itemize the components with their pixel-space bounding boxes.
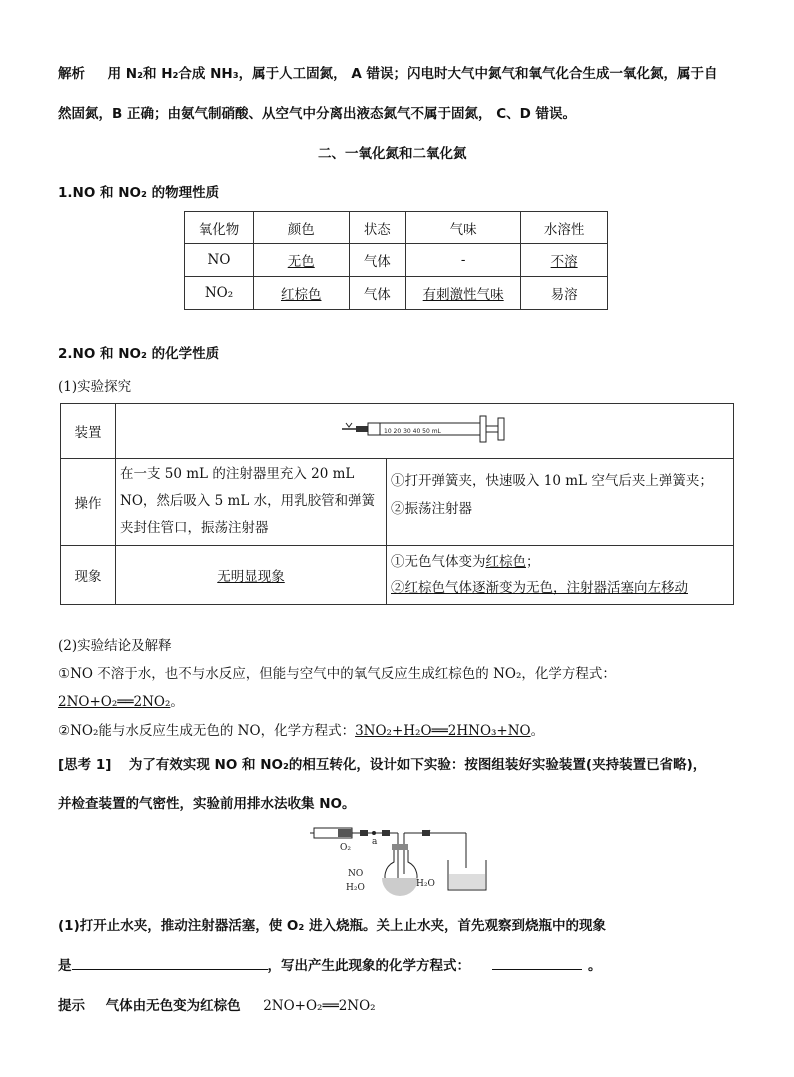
think-label: [思考 1] <box>58 757 112 773</box>
syringe-scale: 10 20 30 40 50 mL <box>383 428 441 435</box>
h2o-flask-label: H₂O <box>346 883 365 893</box>
syringe-diagram <box>340 412 510 446</box>
think-line1 <box>58 753 706 773</box>
conclusion-line3 <box>58 719 544 739</box>
answer-blank-2[interactable] <box>492 955 582 970</box>
analysis-line2: 然固氮，B 正确；由氨气制硝酸、从空气中分离出液态氮气不属于固氮， C、D 错误。 <box>58 106 577 122</box>
phenomenon-1 <box>391 549 729 575</box>
cell-state: 气体 <box>349 244 406 277</box>
operation-right <box>387 459 734 546</box>
table-row <box>185 244 608 277</box>
phenomenon-2: ②红棕色气体逐渐变为无色，注射器活塞向左移动 <box>391 580 688 596</box>
label-operation: 操作 <box>61 459 116 546</box>
physical-heading: 1.NO 和 NO₂ 的物理性质 <box>58 185 220 201</box>
conclusion-heading: (2)实验结论及解释 <box>58 638 172 654</box>
cell-solubility: 不溶 <box>521 244 608 277</box>
phenomenon-left: 无明显现象 <box>116 546 387 605</box>
operation-step-1: ①打开弹簧夹，快速吸入 10 mL 空气后夹上弹簧夹； <box>391 473 713 489</box>
analysis-label: 解析 <box>58 66 85 82</box>
phenomenon-1-end: ； <box>526 554 540 570</box>
th-state: 状态 <box>349 212 406 244</box>
analysis-line1 <box>58 62 717 82</box>
h2o-beaker-label: H₂O <box>416 879 435 889</box>
analysis-text-1: 用 N₂和 H₂合成 NH₃，属于人工固氮， A 错误；闪电时大气中氮气和氧气化合生成一氧化氮，属于自 <box>107 66 718 82</box>
equation-2-end: 。 <box>530 723 545 739</box>
apparatus-figure <box>310 822 500 900</box>
think-text-1: 为了有效实现 NO 和 NO₂的相互转化，设计如下实验：按图组装好实验装置(夹持装置已省略)， <box>128 757 707 773</box>
operation-row <box>61 459 734 546</box>
apparatus-row <box>61 404 734 459</box>
conclusion-line3-text: ②NO₂能与水反应生成无色的 NO，化学方程式： <box>58 723 356 739</box>
apparatus-cell <box>116 404 734 459</box>
label-phenomenon: 现象 <box>61 546 116 605</box>
conclusion-eq1-line <box>58 690 184 710</box>
cell-solubility: 易溶 <box>521 277 608 310</box>
answer-blank-1[interactable] <box>72 955 268 970</box>
chemical-heading: 2.NO 和 NO₂ 的化学性质 <box>58 346 220 362</box>
question-line2-end: 。 <box>588 958 602 974</box>
cell-state: 气体 <box>349 277 406 310</box>
conclusion-line1: ①NO 不溶于水，也不与水反应，但能与空气中的氧气反应生成红棕色的 NO₂，化学方程式： <box>58 666 616 682</box>
cell-oxide: NO₂ <box>185 277 254 310</box>
hint-label: 提示 <box>58 998 85 1014</box>
question-line2-start: 是 <box>58 958 72 974</box>
cell-odor: - <box>406 244 521 277</box>
phenomenon-1-answer: 红棕色 <box>485 554 526 570</box>
th-solubility: 水溶性 <box>521 212 608 244</box>
cell-color: 无色 <box>253 244 349 277</box>
phenomenon-row <box>61 546 734 605</box>
equation-1-end: 。 <box>170 694 184 710</box>
equation-2: 3NO₂+H₂O══2HNO₃+NO <box>355 723 531 739</box>
th-oxide: 氧化物 <box>185 212 254 244</box>
valve-a-label: a <box>372 837 378 847</box>
cell-oxide: NO <box>185 244 254 277</box>
table-header-row <box>185 212 608 244</box>
phenomenon-right <box>387 546 734 605</box>
th-color: 颜色 <box>253 212 349 244</box>
cell-odor: 有刺激性气味 <box>406 277 521 310</box>
th-odor: 气味 <box>406 212 521 244</box>
question-line1: (1)打开止水夹，推动注射器活塞，使 O₂ 进入烧瓶。关上止水夹，首先观察到烧瓶中的现象 <box>58 918 607 934</box>
question-line2-mid: ，写出产生此现象的化学方程式： <box>267 958 470 974</box>
physical-table <box>184 211 608 310</box>
experiment-subheading: (1)实验探究 <box>58 379 132 395</box>
o2-label: O₂ <box>340 843 351 853</box>
question-line2 <box>58 954 602 974</box>
operation-step-2: ②振荡注射器 <box>391 501 472 517</box>
table-row <box>185 277 608 310</box>
section-title: 二、一氧化氮和二氧化氮 <box>318 146 467 162</box>
experiment-table <box>60 403 734 605</box>
hint-line <box>58 994 376 1014</box>
phenomenon-1-text: ①无色气体变为 <box>391 554 486 570</box>
cell-color: 红棕色 <box>253 277 349 310</box>
label-apparatus: 装置 <box>61 404 116 459</box>
no-label: NO <box>348 869 364 879</box>
operation-left: 在一支 50 mL 的注射器里充入 20 mL NO，然后吸入 5 mL 水，用乳胶管和弹簧夹封住管口，振荡注射器 <box>116 459 387 546</box>
equation-1: 2NO+O₂══2NO₂ <box>58 694 171 710</box>
think-line2: 并检查装置的气密性，实验前用排水法收集 NO。 <box>58 796 356 812</box>
hint-text: 气体由无色变为红棕色 <box>105 998 241 1014</box>
hint-equation: 2NO+O₂══2NO₂ <box>263 998 376 1014</box>
